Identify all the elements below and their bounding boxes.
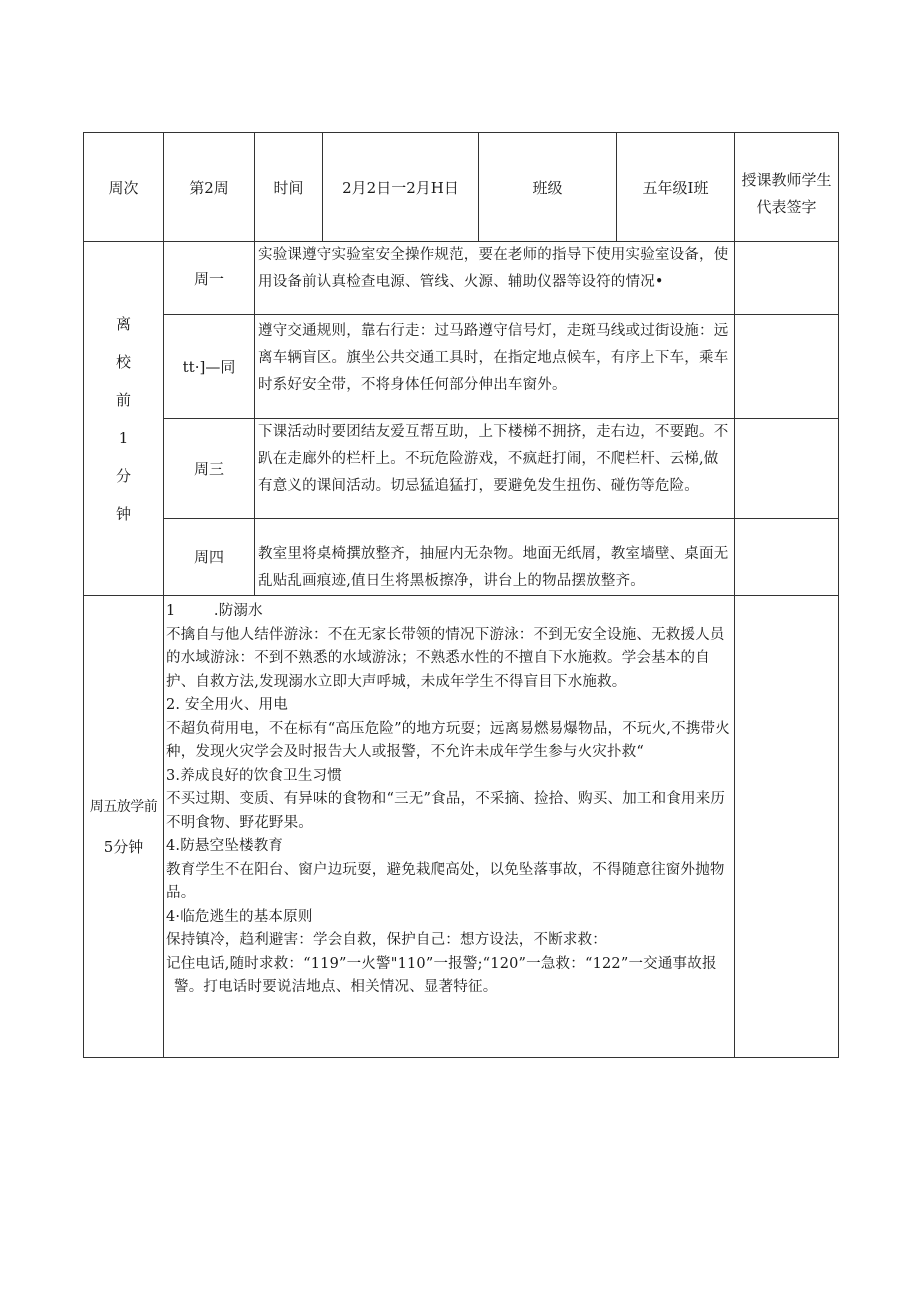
day-wednesday: 周三 [164, 419, 255, 519]
wednesday-text: 下课活动时要团结友爱互帮互助，上下楼梯不拥挤，走右边，不要跑。不趴在走廊外的栏杆上。不玩危险游戏，不疯赶打闹，不爬栏杆、云梯,做有意义的课间活动。切忌猛追猛打，要避免发生扭伤、碰伤等危险。 [255, 419, 735, 519]
wednesday-row [84, 419, 839, 519]
sign-cell [735, 419, 839, 519]
label-char: 分 [115, 466, 131, 485]
section-title: 2. 安全用火、用电 [166, 697, 288, 713]
label-char: 前 [115, 390, 131, 409]
section-body: 记住电话,随时求救：“119”一火警"110”一报警;“120”一急救：“122”一交通事故报 [166, 955, 717, 972]
thursday-row [84, 519, 839, 596]
section-body: 教育学生不在阳台、窗户边玩耍，避免栽爬高处，以免坠落事故，不得随意往窗外抛物品。 [166, 861, 725, 901]
sign-cell [735, 519, 839, 596]
sign-cell [735, 242, 839, 315]
day-monday: 周一 [164, 242, 255, 315]
safety-education-table [83, 132, 839, 1058]
class-label: 班级 [479, 133, 617, 242]
header-row [84, 133, 839, 242]
sign-label: 授课教师学生代表签字 [735, 133, 839, 242]
section-body: 不买过期、变质、有异味的食物和“三无”食品，不采摘、捡拾、购买、加工和食用来历不明食物、野花野果。 [166, 791, 726, 831]
label-char: 校 [115, 352, 131, 371]
section-body: 不擒自与他人结伴游泳：不在无家长带领的情况下游泳：不到无安全设施、无救援人员的水域游泳：不到不熟悉的水域游泳；不熟悉水性的不擅自下水施救。学会基本的自护、自救方法,发现溺水立即大声呼城，未成年学生不得盲目下水施救。 [166, 626, 725, 690]
section-title: 3.养成良好的饮食卫生习惯 [166, 767, 342, 784]
label-char: 离 [115, 314, 131, 333]
friday-label-line2: 5分钟 [103, 837, 144, 856]
friday-row [84, 596, 839, 1058]
monday-text: 实验课遵守实验室安全操作规范，要在老师的指导下使用实验室设备，使用设备前认真检查电源、管线、火源、辅助仪器等设符的情况• [255, 242, 735, 315]
section-title: 4.防悬空坠楼教育 [166, 838, 284, 854]
time-value: 2月2日一2月H日 [323, 133, 479, 242]
day-tuesday: tt·]—同 [164, 315, 255, 419]
section-title: 4·临危逃生的基本原则 [166, 908, 313, 925]
monday-row [84, 242, 839, 315]
tuesday-row [84, 315, 839, 419]
thursday-text: 教室里将桌椅撰放整齐，抽屉内无杂物。地面无纸屑，教室墙壁、桌面无乱贴乱画痕迹,值日生将黑板擦净，讲台上的物品摆放整齐。 [255, 519, 735, 596]
section-body: 保持镇冷，趋利避害：学会自救，保护自己：想方设法，不断求救： [166, 932, 607, 948]
before-school-label [84, 242, 164, 596]
sign-cell [735, 315, 839, 419]
sign-cell [735, 596, 839, 1058]
friday-content [164, 596, 735, 1058]
week-value: 第2周 [164, 133, 255, 242]
time-label: 时间 [255, 133, 323, 242]
week-label: 周次 [84, 133, 164, 242]
class-value: 五年级I班 [642, 178, 709, 197]
class-cells [617, 133, 735, 242]
label-char: 钟 [115, 504, 131, 523]
label-char: 1 [118, 428, 129, 447]
section-body: 不超负荷用电，不在标有“高压危险”的地方玩耍；远离易燃易爆物品，不玩火,不携带火种，发现火灾学会及时报告大人或报警，不允许未成年学生参与火灾扑救“ [166, 720, 730, 760]
section-title: 1 .防溺水 [166, 603, 263, 619]
friday-label [84, 596, 164, 1058]
section-body: 警。打电话时要说洁地点、相关情况、显著特征。 [174, 979, 498, 995]
day-thursday: 周四 [164, 519, 255, 596]
friday-label-line1: 周五放学前 [89, 798, 158, 815]
tuesday-text: 遵守交通规则，靠右行走：过马路遵守信号灯，走斑马线或过街设施：远离车辆盲区。旗坐公共交通工具时，在指定地点候车，有序上下车，乘车时系好安全带，不将身体任何部分伸出车窗外。 [255, 315, 735, 419]
